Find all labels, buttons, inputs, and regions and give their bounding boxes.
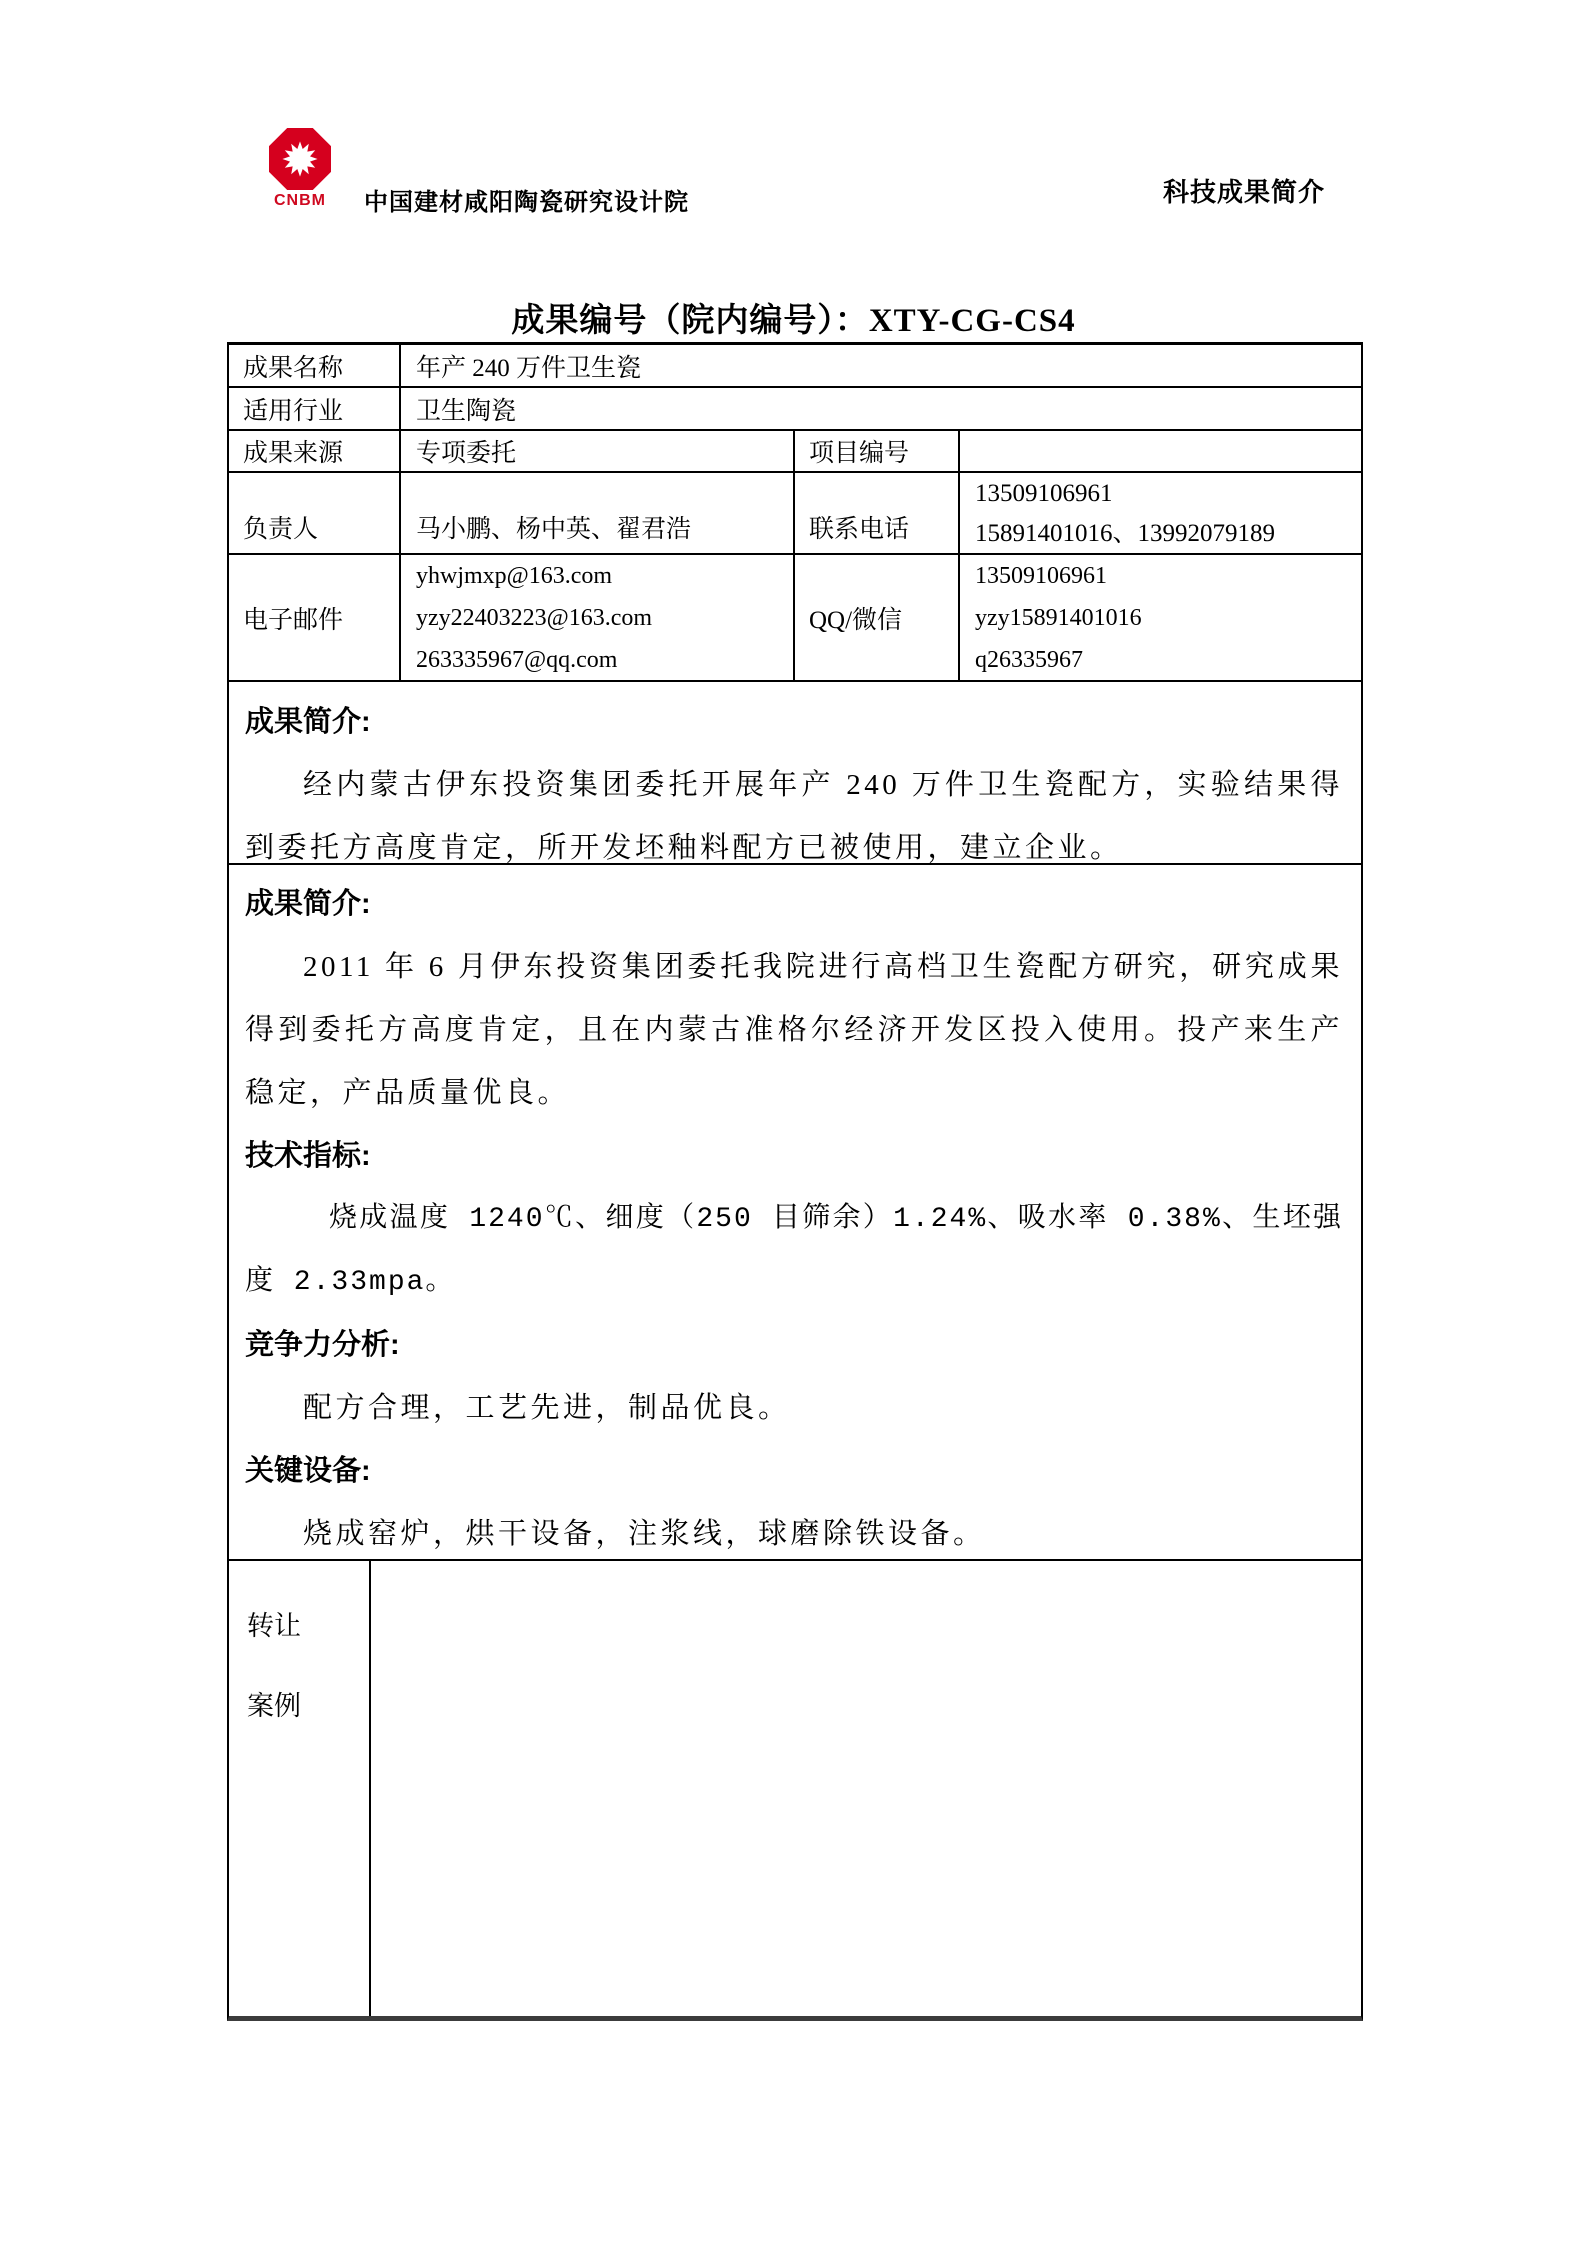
table-row-transfer-cases: [229, 1559, 1361, 2016]
section-details: [229, 863, 1361, 1559]
result-name-value: 年产 240 万件卫生瓷: [399, 345, 1361, 386]
email-line: 263335967@qq.com: [416, 646, 618, 673]
qq-line: 13509106961: [975, 562, 1107, 589]
result-name-label: 成果名称: [243, 354, 344, 382]
transfer-cases-value: [369, 1561, 1361, 2016]
email-line: yhwjmxp@163.com: [416, 562, 613, 589]
phone-line: 15891401016、13992079189: [975, 519, 1276, 547]
page-title: 成果编号（院内编号）：XTY-CG-CS4: [511, 303, 1076, 339]
email-label: 电子邮件: [243, 606, 344, 634]
section-paragraph: 经内蒙古伊东投资集团委托开展年产 240 万件卫生瓷配方，实验结果得到委托方高度肯定，所开发坯釉料配方已被使用，建立企业。: [245, 769, 1343, 864]
section-paragraph: 烧成窑炉，烘干设备，注浆线，球磨除铁设备。: [303, 1518, 986, 1550]
table-row-leader: [229, 471, 1361, 553]
qq-wechat-label: QQ/微信: [793, 555, 958, 680]
result-info-table: [227, 342, 1363, 2021]
section-paragraph: 配方合理，工艺先进，制品优良。: [303, 1392, 791, 1424]
industry-label: 适用行业: [243, 397, 344, 425]
qq-line: q26335967: [975, 646, 1083, 673]
phone-label: 联系电话: [793, 473, 958, 553]
section-heading: 技术指标:: [245, 1140, 371, 1172]
table-row-industry: [229, 386, 1361, 429]
table-row-result-name: [229, 345, 1361, 386]
section-heading: 成果简介:: [245, 888, 371, 920]
table-row-email: [229, 553, 1361, 680]
section-heading: 成果简介:: [245, 706, 371, 738]
leader-value: 马小鹏、杨中英、翟君浩: [399, 473, 793, 553]
section-paragraph: 2011 年 6 月伊东投资集团委托我院进行高档卫生瓷配方研究，研究成果得到委托方高度肯定，且在内蒙古准格尔经济开发区投入使用。投产来生产稳定，产品质量优良。: [245, 951, 1343, 1109]
qq-line: yzy15891401016: [975, 604, 1142, 631]
section-result-brief-1: [229, 680, 1361, 863]
cnbm-octagon-icon: [268, 128, 332, 190]
email-line: yzy22403223@163.com: [416, 604, 653, 631]
industry-value: 卫生陶瓷: [399, 388, 1361, 429]
document-type-label: 科技成果简介: [1163, 177, 1326, 207]
transfer-label-line: 转让: [247, 1611, 301, 1641]
project-number-value: [958, 431, 1358, 471]
institute-name: 中国建材咸阳陶瓷研究设计院: [364, 189, 689, 216]
section-paragraph: 烧成温度 1240℃、细度（250 目筛余）1.24%、吸水率 0.38%、生坯强度 2.33mpa。: [245, 1204, 1343, 1298]
cnbm-logo: [268, 128, 332, 220]
transfer-cases-label: [229, 1561, 369, 2016]
table-row-source: [229, 429, 1361, 471]
phone-value: [958, 473, 1358, 553]
qq-wechat-value: [958, 555, 1358, 680]
source-label: 成果来源: [243, 440, 344, 467]
leader-label: 负责人: [243, 516, 319, 543]
phone-line: 13509106961: [975, 479, 1113, 507]
section-heading: 竞争力分析:: [245, 1329, 400, 1361]
project-number-label: 项目编号: [793, 431, 958, 471]
transfer-label-line: 案例: [247, 1691, 301, 1721]
email-value: [399, 555, 793, 680]
source-value: 专项委托: [399, 431, 793, 471]
section-heading: 关键设备:: [245, 1455, 371, 1487]
cnbm-logo-label: CNBM: [274, 192, 326, 209]
